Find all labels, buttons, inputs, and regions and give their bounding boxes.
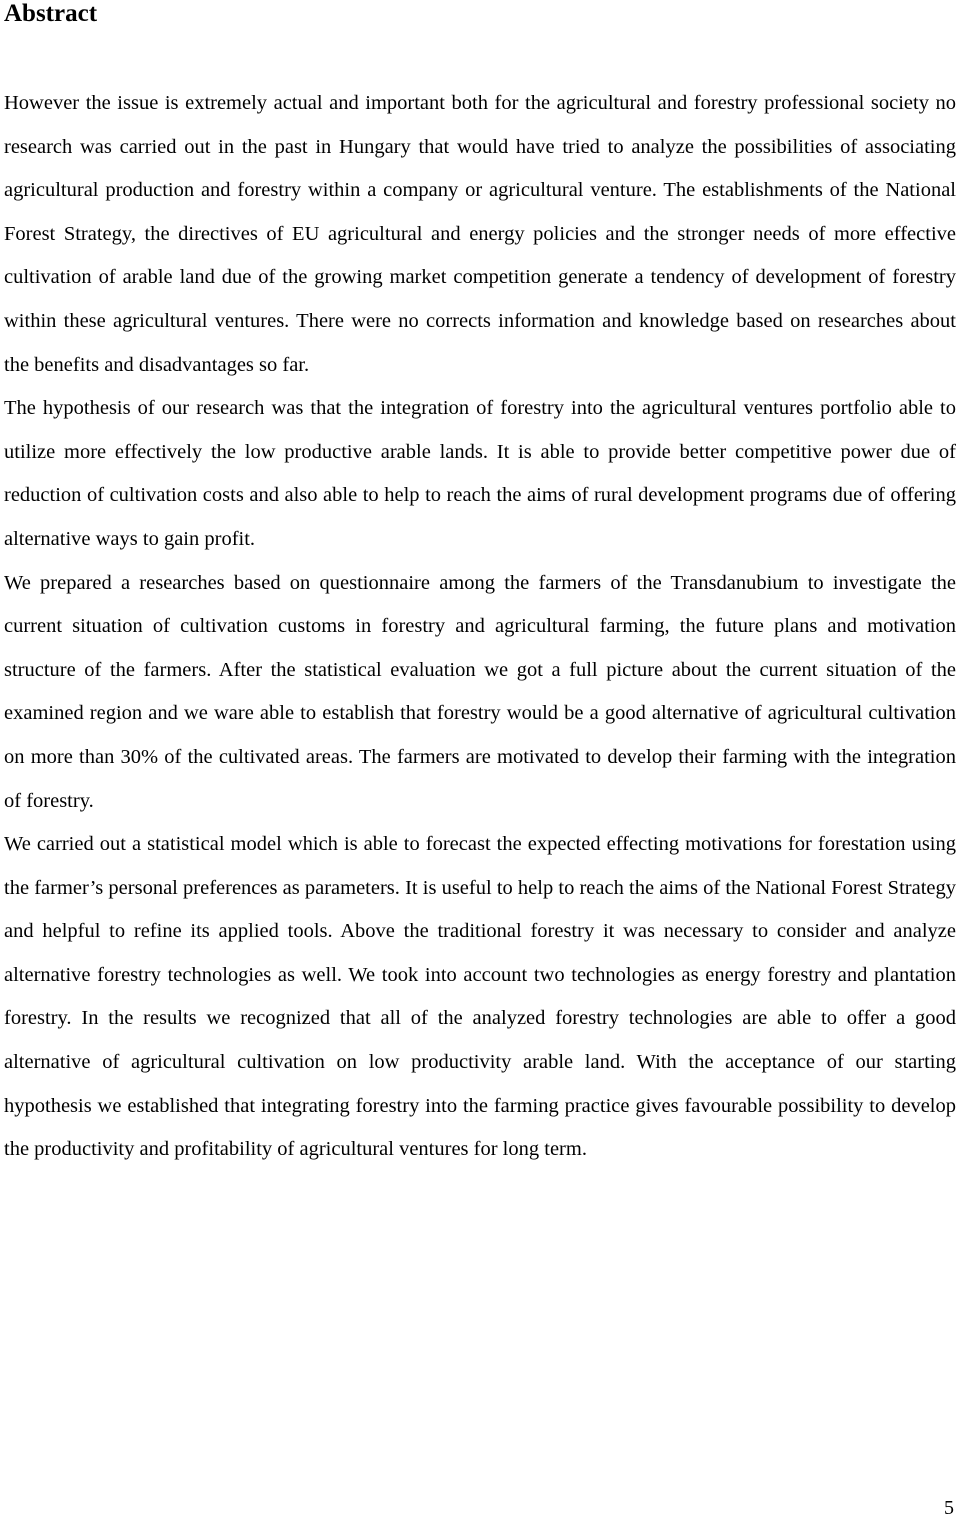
abstract-body: [4, 82, 956, 1172]
abstract-paragraph: We carried out a statistical model which is able to forecast the expected effecting motivations for forestation using the farmer’s personal preferences as parameters. It is useful to help to reach the aims of the National Forest Strategy and helpful to refine its applied tools. Above the traditional forestry it was necessary to consider and analyze alternative forestry technologies as well. We took into account two technologies as energy forestry and plantation forestry. In the results we recognized that all of the analyzed forestry technologies are able to offer a good alternative of agricultural cultivation on low productivity arable land. With the acceptance of our starting hypothesis we established that integrating forestry into the farming practice gives favourable possibility to develop the productivity and profitability of agricultural ventures for long term.: [4, 833, 956, 1161]
abstract-paragraph: However the issue is extremely actual and important both for the agricultural and forestry professional society no research was carried out in the past in Hungary that would have tried to analyze the possibilities of associating agricultural production and forestry within a company or agricultural venture. The establishments of the National Forest Strategy, the directives of EU agricultural and energy policies and the stronger needs of more effective cultivation of arable land due of the growing market competition generate a tendency of development of forestry within these agricultural ventures. There were no corrects information and knowledge based on researches about the benefits and disadvantages so far.: [4, 92, 956, 376]
section-heading: Abstract: [4, 0, 98, 27]
page-number: 5: [944, 1497, 954, 1519]
abstract-paragraph: The hypothesis of our research was that the integration of forestry into the agricultural ventures portfolio able to utilize more effectively the low productive arable lands. It is able to provide better competitive power due of reduction of cultivation costs and also able to help to reach the aims of rural development programs due of offering alternative ways to gain profit.: [4, 397, 956, 550]
abstract-paragraph: We prepared a researches based on questionnaire among the farmers of the Transdanubium to investigate the current situation of cultivation customs in forestry and agricultural farming, the future plans and motivation structure of the farmers. After the statistical evaluation we got a full picture about the current situation of the examined region and we ware able to establish that forestry would be a good alternative of agricultural cultivation on more than 30% of the cultivated areas. The farmers are motivated to develop their farming with the integration of forestry.: [4, 571, 956, 812]
